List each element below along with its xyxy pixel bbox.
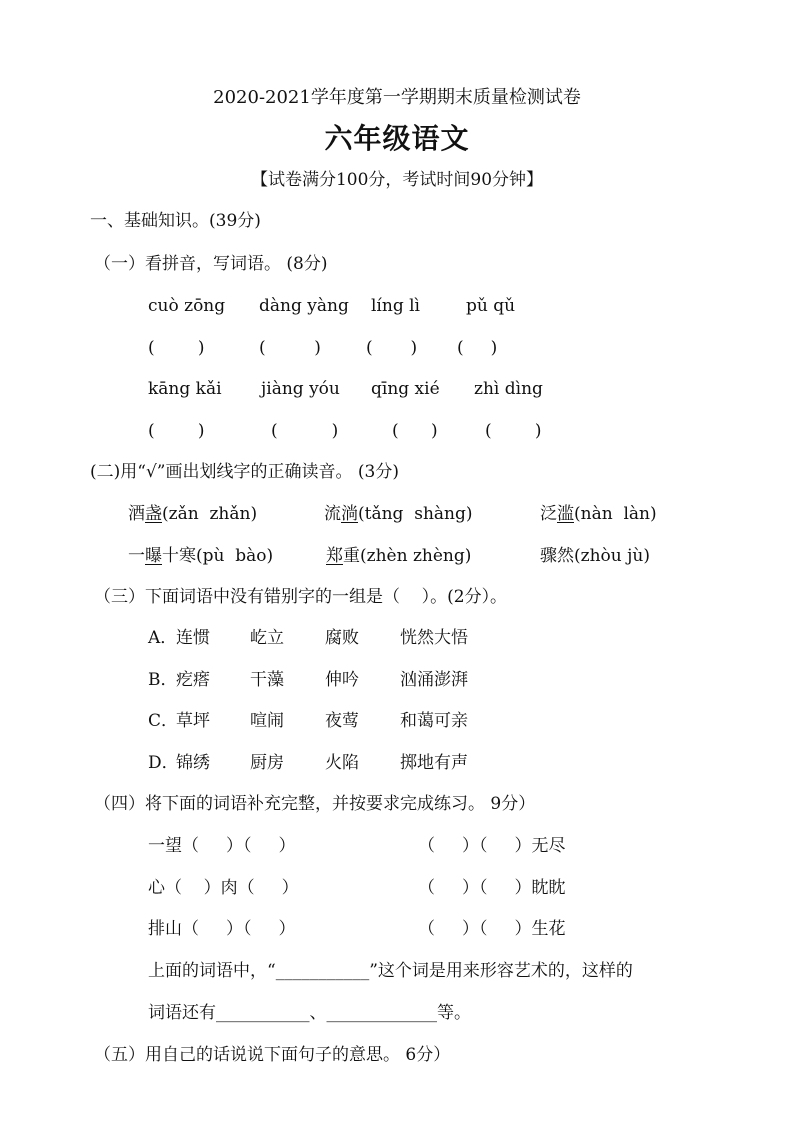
q4-sentence-2: 词语还有___________、_____________等。 [148,1003,471,1023]
section1-title: 一、基础知识。(39分) [90,211,261,231]
answer-blank[interactable]: ( ) [148,338,205,358]
option-c-label: C． [148,711,179,731]
reading-item: 郑重(zhèn zhèng) [326,546,472,566]
q4-sentence-1: 上面的词语中，“___________”这个词是用来形容艺术的，这样的 [148,961,633,981]
option-word: 喧闹 [250,711,284,731]
pinyin-3: líng lì [371,296,420,316]
answer-blank[interactable]: ( ) [392,421,438,441]
option-word: 锦绣 [176,753,210,773]
q4-title: （四）将下面的词语补充完整，并按要求完成练习。 9分） [94,794,536,814]
idiom-fill-left[interactable]: 心（ ）肉（ ） [148,878,299,898]
q3-title: （三）下面词语中没有错别字的一组是（ ）。(2分）。 [94,587,508,607]
idiom-fill-right[interactable]: （ ）（ ）无尽 [418,836,566,856]
exam-header-title: 2020-2021学年度第一学期期末质量检测试卷 [213,87,581,108]
subject-title: 六年级语文 [324,122,470,155]
option-b-label: B． [148,670,178,690]
option-word: 掷地有声 [400,753,468,773]
exam-info: 【试卷满分100分，考试时间90分钟】 [250,170,544,190]
answer-blank[interactable]: ( ) [485,421,542,441]
option-word: 连惯 [176,628,210,648]
idiom-fill-left[interactable]: 排山（ ）（ ） [148,919,296,939]
option-word: 火陷 [325,753,359,773]
pinyin-6: jiàng yóu [261,379,340,399]
option-word: 屹立 [250,628,284,648]
option-word: 干藻 [250,670,284,690]
idiom-fill-left[interactable]: 一望（ ）（ ） [148,836,296,856]
option-word: 草坪 [176,711,210,731]
idiom-fill-right[interactable]: （ ）（ ）生花 [418,919,566,939]
option-word: 汹涌澎湃 [400,670,468,690]
answer-blank[interactable]: ( ) [148,421,205,441]
reading-item: 酒盏(zǎn zhǎn) [128,504,258,524]
pinyin-7: qīng xié [371,379,440,399]
option-d-label: D． [148,753,179,773]
option-word: 腐败 [325,628,359,648]
option-a-label: A． [148,628,178,648]
answer-blank[interactable]: ( ) [259,338,321,358]
reading-item: 一曝十寒(pù bào) [128,546,274,566]
answer-blank[interactable]: ( ) [366,338,418,358]
q5-title: （五）用自己的话说说下面句子的意思。 6分） [94,1045,451,1065]
reading-item: 骤然(zhòu jù) [540,546,650,566]
pinyin-1: cuò zōng [148,296,226,316]
option-word: 伸吟 [325,670,359,690]
idiom-fill-right[interactable]: （ ）（ ）眈眈 [418,878,566,898]
reading-item: 流淌(tǎng shàng) [324,504,473,524]
option-word: 和蔼可亲 [400,711,468,731]
q2-title: (二)用“√”画出划线字的正确读音。 (3分) [90,462,399,482]
option-word: 恍然大悟 [400,628,468,648]
pinyin-8: zhì dìng [474,379,543,399]
pinyin-5: kāng kǎi [148,379,222,399]
option-word: 厨房 [250,753,284,773]
option-word: 疙瘩 [176,670,210,690]
pinyin-2: dàng yàng [259,296,349,316]
answer-blank[interactable]: ( ) [457,338,498,358]
q1-title: （一）看拼音，写词语。 (8分) [94,254,328,274]
pinyin-4: pǔ qǔ [466,296,516,316]
answer-blank[interactable]: ( ) [271,421,339,441]
option-word: 夜莺 [325,711,359,731]
reading-item: 泛滥(nàn làn) [540,504,657,524]
